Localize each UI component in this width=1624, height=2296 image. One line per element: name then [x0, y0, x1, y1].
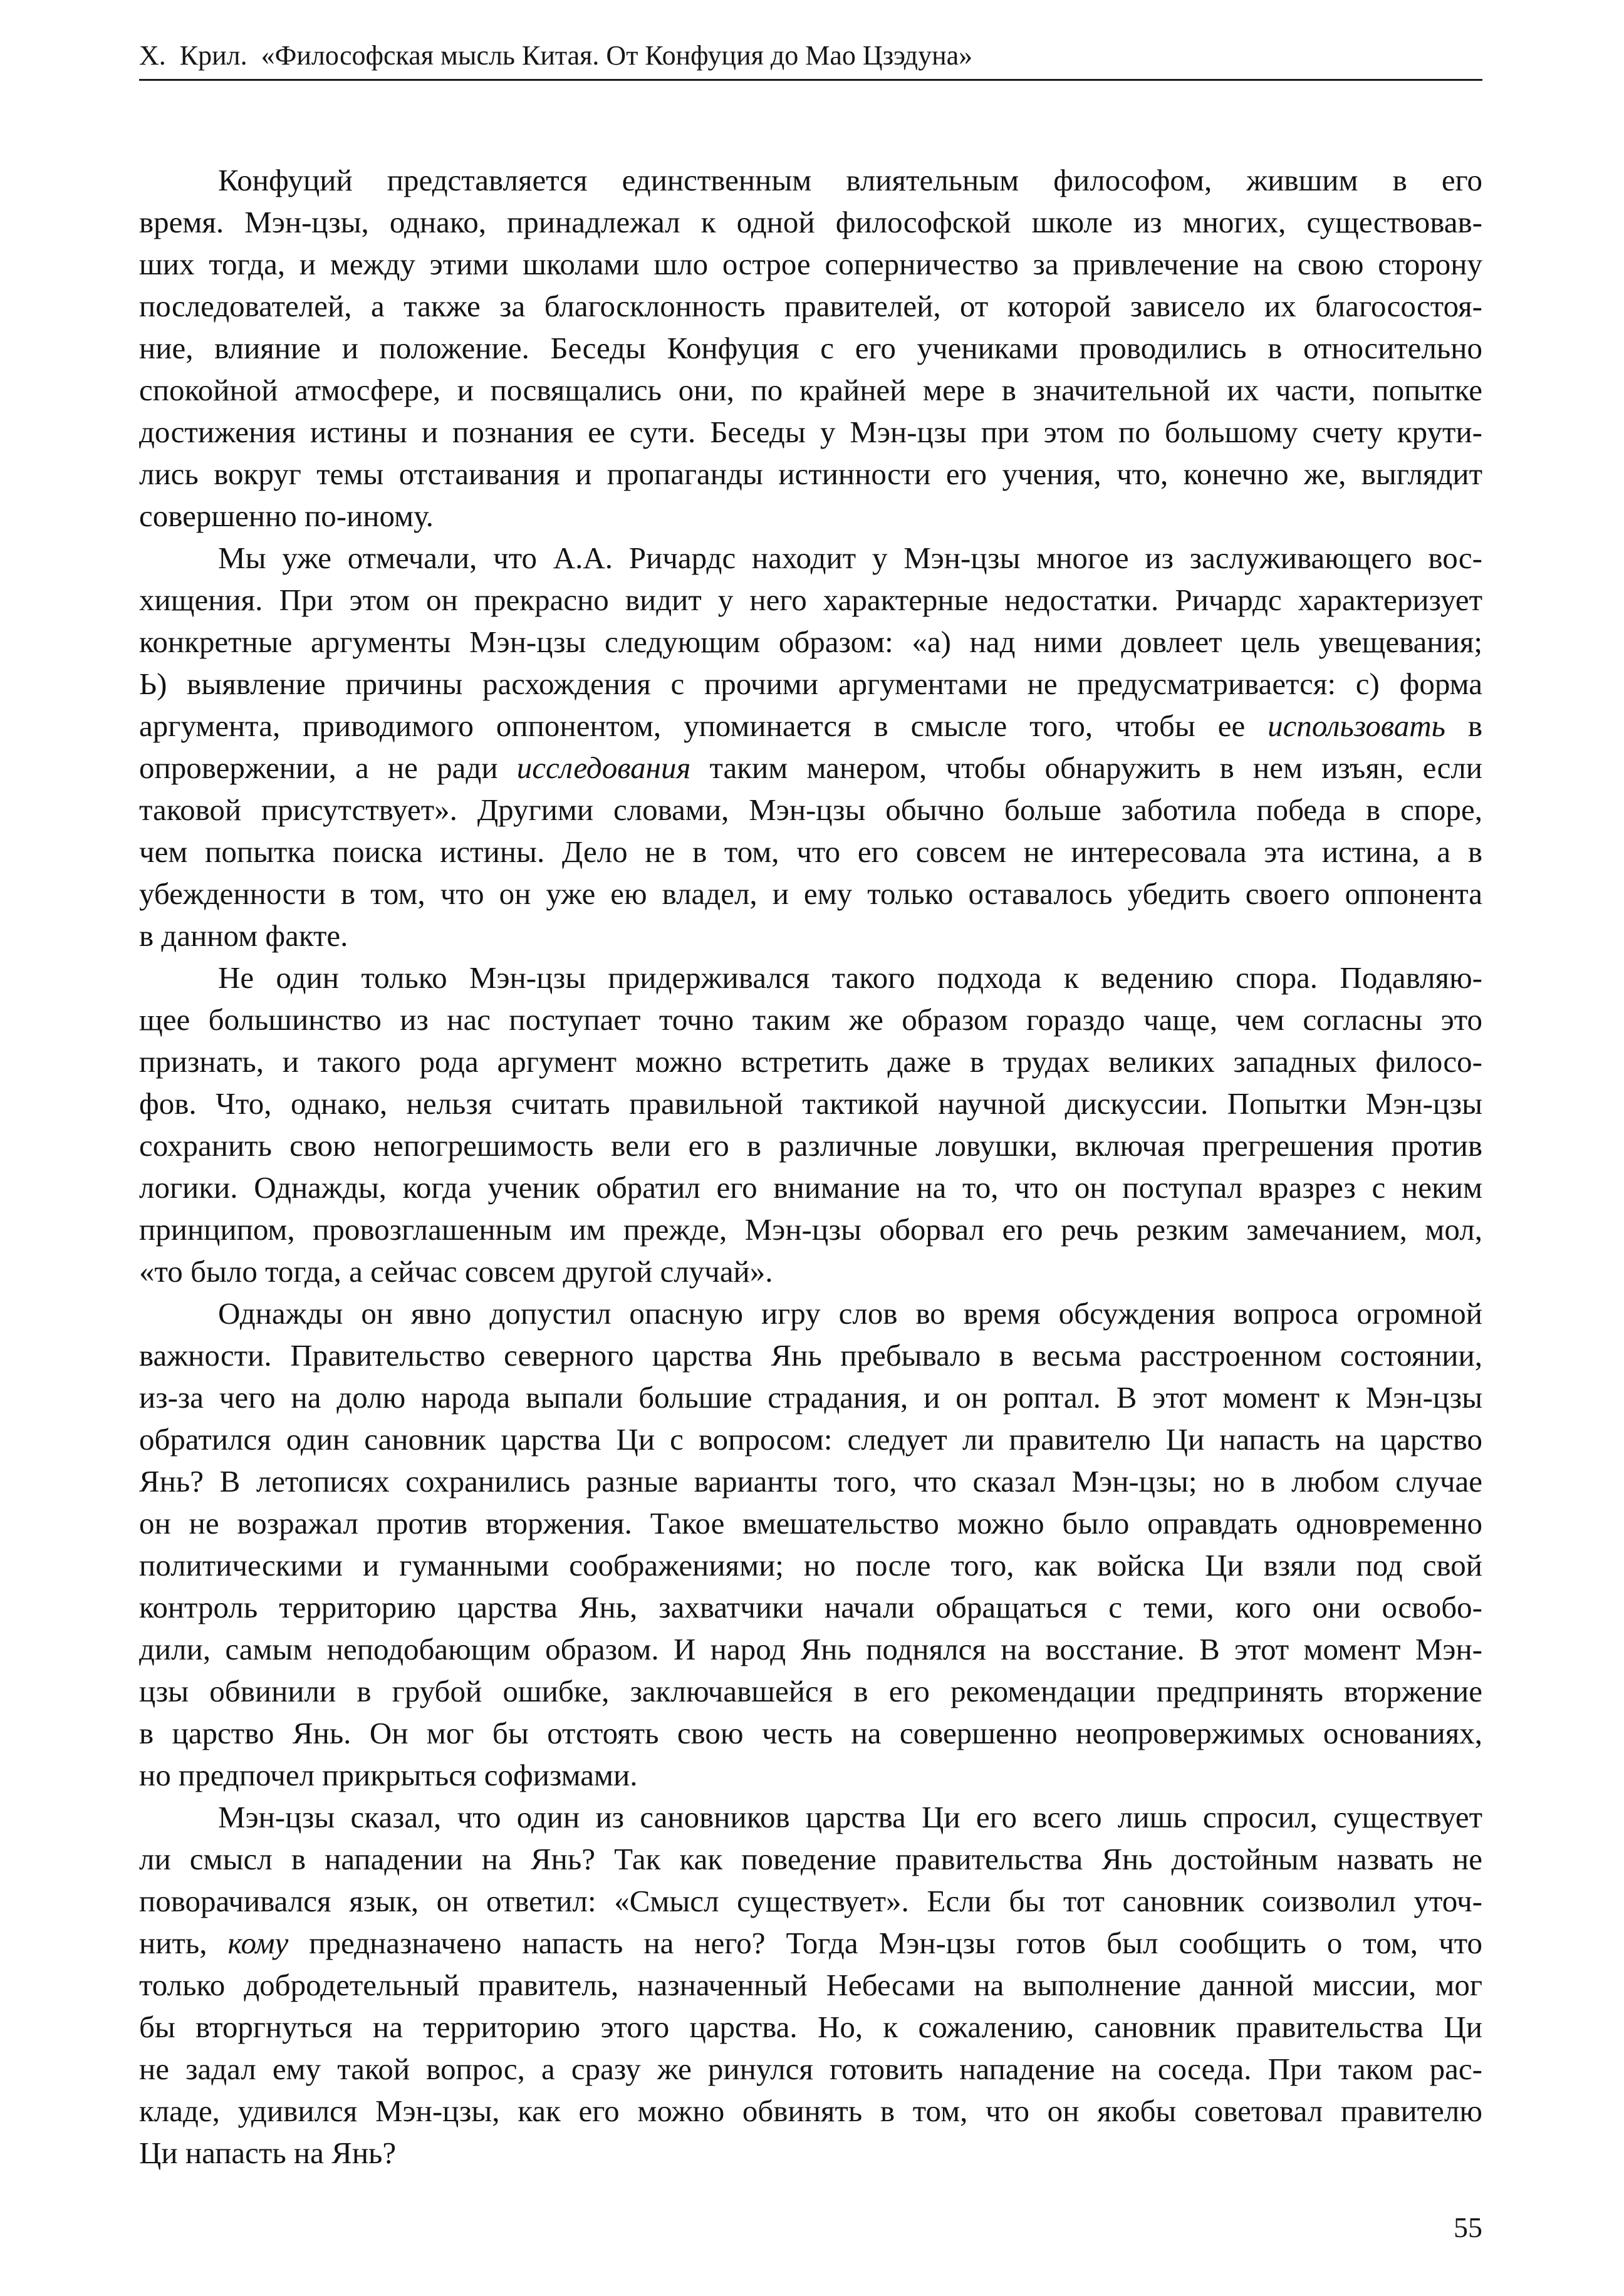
text-line: совершенно по-иному. — [139, 499, 434, 533]
text-line: достижения истины и познания ее сути. Беседы у Мэн-цзы при этом по большому счету крути- — [139, 415, 1482, 449]
text-line: таковой присутствует». Другими словами, Мэн-цзы обычно больше заботила победа в споре, — [139, 792, 1482, 827]
running-header: Х. Крил. «Философская мысль Китая. От Конфуция до Мао Цзэдуна» — [139, 40, 973, 71]
text-line: последователей, а также за благосклонность правителей, от которой зависело их благосостоя- — [139, 289, 1482, 323]
text-line: ших тогда, и между этими школами шло острое соперничество за привлечение на свою сторону — [139, 247, 1482, 281]
text-line: политическими и гуманными соображениями; но после того, как войска Ци взяли под свой — [139, 1548, 1482, 1582]
page-number: 55 — [1454, 2211, 1482, 2243]
text-line: время. Мэн-цзы, однако, принадлежал к одной философской школе из многих, существовав- — [139, 205, 1482, 239]
paragraph — [139, 1292, 1482, 1796]
text-line: сохранить свою непогрешимость вели его в различные ловушки, включая прегрешения против — [139, 1128, 1482, 1163]
text-line: поворачивался язык, он ответил: «Смысл существует». Если бы тот сановник соизволил уточ- — [139, 1884, 1482, 1918]
text-line: Мы уже отмечали, что А.А. Ричардс находит у Мэн-цзы многое из заслуживающего вос- — [218, 541, 1482, 575]
paragraph — [139, 159, 1482, 537]
text-line: спокойной атмосфере, и посвящались они, по крайней мере в значительной их части, попытке — [139, 373, 1482, 407]
text-line: важности. Правительство северного царства Янь пребывало в весьма расстроенном состоянии, — [139, 1338, 1482, 1373]
text-line: только добродетельный правитель, назначенный Небесами на выполнение данной миссии, мог — [139, 1968, 1482, 2002]
paragraph — [139, 1796, 1482, 2174]
text-line: но предпочел прикрыться софизмами. — [139, 1758, 638, 1792]
text-line: он не возражал против вторжения. Такое вмешательство можно было оправдать одновременно — [139, 1506, 1482, 1540]
text-line: лись вокруг темы отстаивания и пропаганды истинности его учения, что, конечно же, выглядит — [139, 457, 1482, 491]
text-line: Янь? В летописях сохранились разные варианты того, что сказал Мэн-цзы; но в любом случае — [139, 1464, 1482, 1499]
header-rule — [139, 79, 1482, 81]
text-line: в царство Янь. Он мог бы отстоять свою честь на совершенно неопровержимых основаниях, — [139, 1716, 1482, 1750]
text-line: опровержении, а не ради исследования таким манером, чтобы обнаружить в нем изъян, если — [139, 751, 1482, 785]
paragraph — [139, 537, 1482, 957]
text-line: нить, кому предназначено напасть на него? Тогда Мэн-цзы готов был сообщить о том, что — [139, 1926, 1482, 1960]
text-line: не задал ему такой вопрос, а сразу же ринулся готовить нападение на соседа. При таком рас- — [139, 2052, 1482, 2086]
text-line: Ь) выявление причины расхождения с прочими аргументами не предусматривается: с) форма — [139, 667, 1482, 701]
body-text — [139, 159, 1482, 2174]
italic-term: кому — [227, 1926, 289, 1960]
text-line: ли смысл в нападении на Янь? Так как поведение правительства Янь достойным назвать не — [139, 1842, 1482, 1876]
text-line: бы вторгнуться на территорию этого царства. Но, к сожалению, сановник правительства Ци — [139, 2010, 1482, 2044]
text-line: принципом, провозглашенным им прежде, Мэн-цзы оборвал его речь резким замечанием, мол, — [139, 1212, 1482, 1247]
text-line: из-за чего на долю народа выпали большие страдания, и он роптал. В этот момент к Мэн-цзы — [139, 1380, 1482, 1415]
text-line: Ци напасть на Янь? — [139, 2136, 397, 2170]
text-line: «то было тогда, а сейчас совсем другой случай». — [139, 1254, 773, 1289]
italic-term: использовать — [1267, 709, 1445, 743]
text-line: ние, влияние и положение. Беседы Конфуция с его учениками проводились в относительно — [139, 331, 1482, 365]
text-line: убежденности в том, что он уже ею владел, и ему только оставалось убедить своего оппонента — [139, 876, 1482, 911]
text-line: Однажды он явно допустил опасную игру слов во время обсуждения вопроса огромной — [218, 1296, 1482, 1331]
text-line: Мэн-цзы сказал, что один из сановников царства Ци его всего лишь спросил, существует — [218, 1800, 1482, 1834]
text-line: аргумента, приводимого оппонентом, упоминается в смысле того, чтобы ее использовать в — [139, 709, 1482, 743]
text-line: конкретные аргументы Мэн-цзы следующим образом: «а) над ними довлеет цель увещевания; — [139, 625, 1482, 659]
text-line: Конфуций представляется единственным влиятельным философом, жившим в его — [218, 163, 1482, 197]
text-line: дили, самым неподобающим образом. И народ Янь поднялся на восстание. В этот момент Мэн- — [139, 1632, 1482, 1666]
text-line: в данном факте. — [139, 918, 348, 953]
text-line: обратился один сановник царства Ци с вопросом: следует ли правителю Ци напасть на царство — [139, 1422, 1482, 1457]
text-line: чем попытка поиска истины. Дело не в том, что его совсем не интересовала эта истина, а в — [139, 834, 1482, 869]
text-line: Не один только Мэн-цзы придерживался такого подхода к ведению спора. Подавляю- — [218, 960, 1482, 995]
italic-term: исследования — [516, 751, 691, 785]
paragraph — [139, 957, 1482, 1292]
text-line: цзы обвинили в грубой ошибке, заключавшейся в его рекомендации предпринять вторжение — [139, 1674, 1482, 1708]
text-line: кладе, удивился Мэн-цзы, как его можно обвинять в том, что он якобы советовал правителю — [139, 2094, 1482, 2128]
text-line: контроль территорию царства Янь, захватчики начали обращаться с теми, кого они освобо- — [139, 1590, 1482, 1624]
text-line: логики. Однажды, когда ученик обратил его внимание на то, что он поступал вразрез с неким — [139, 1170, 1482, 1205]
text-line: фов. Что, однако, нельзя считать правильной тактикой научной дискуссии. Попытки Мэн-цзы — [139, 1086, 1482, 1121]
text-line: хищения. При этом он прекрасно видит у него характерные недостатки. Ричардс характеризует — [139, 583, 1482, 617]
text-line: щее большинство из нас поступает точно таким же образом гораздо чаще, чем согласны это — [139, 1002, 1482, 1037]
text-line: признать, и такого рода аргумент можно встретить даже в трудах великих западных филосо- — [139, 1044, 1482, 1079]
